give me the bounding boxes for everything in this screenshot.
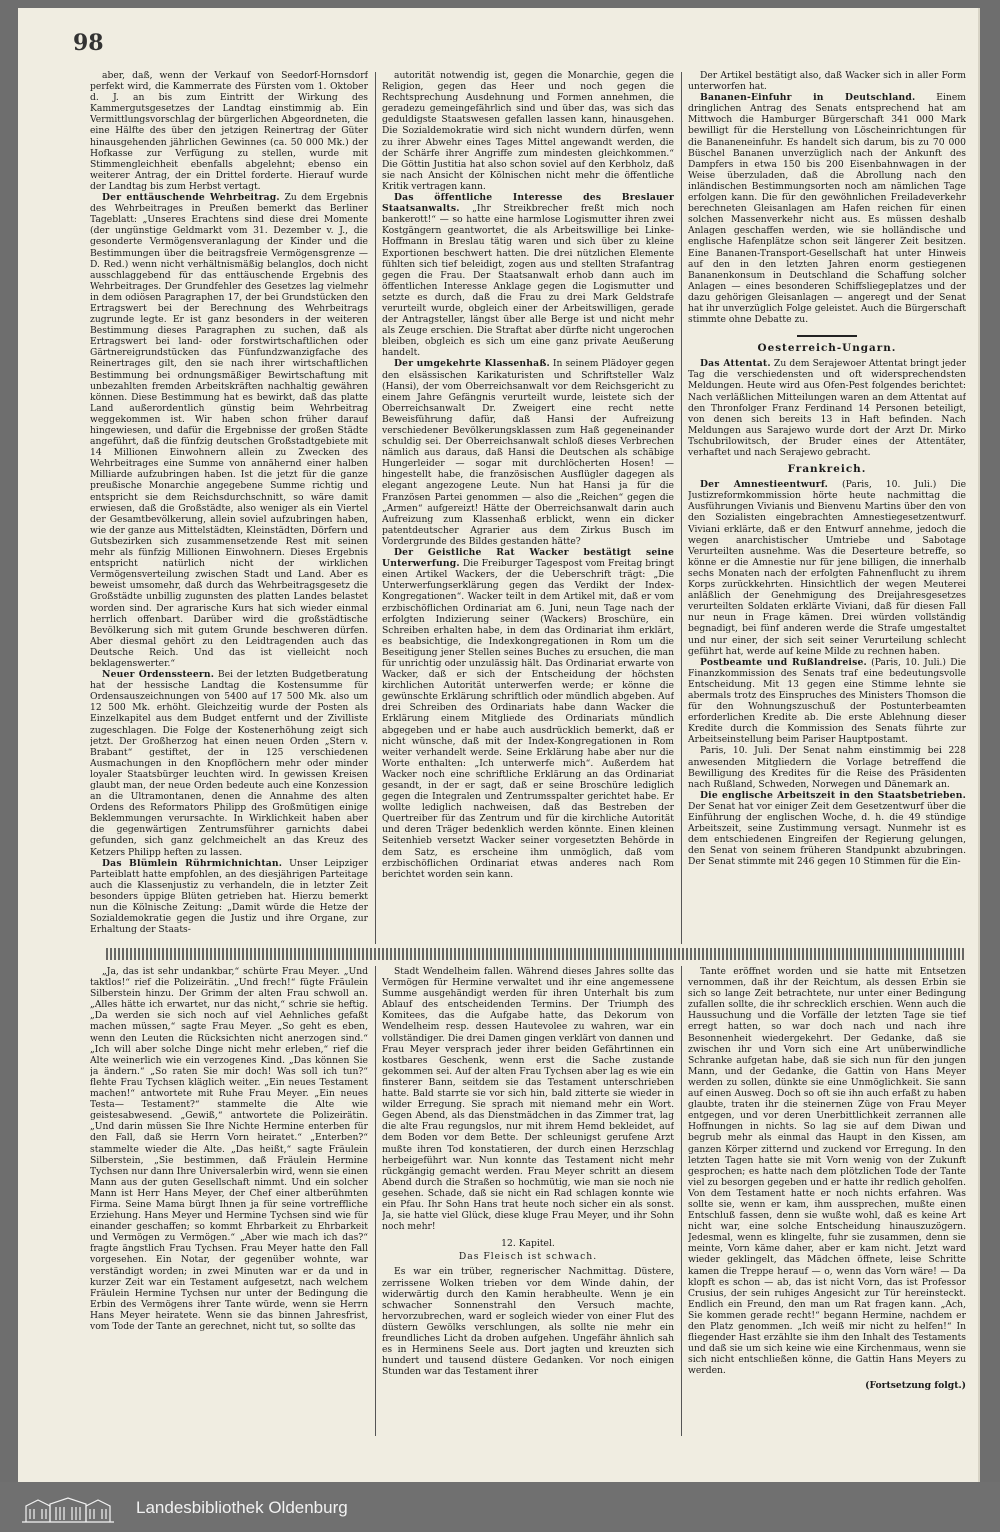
article-heading: Neuer Ordenssteern.: [102, 669, 215, 681]
paragraph: Der Artikel bestätigt also, daß Wacker sich in aller Form unterworfen hat.: [688, 70, 966, 93]
library-name: Landesbibliothek Oldenburg: [136, 1498, 348, 1517]
paragraph: Einem dringlichen Antrag des Senats entsprechend hat am Mittwoch die Hamburger Bürgerschaft 341 000 Mark bewilligt für die Herstellung von Löscheinrichtungen für die Bananeneinfuhr. Es handelt sich darum, bis zu 70 000 Büschel Bananen unverzüglich nach der Ankunft des Dampfers in etwa 150 bis 200 Eisenbahnwagen in der Weise überzuladen, daß die Abrollung nach den inländischen Bestimmungsorten noch am nämlichen Tage erfolgen kann. Die für den gewöhnlichen Freiladeverkehr berechneten Gleisanlagen am Hafen reichen für einen solchen Massenverkehr nicht aus. Es müssen deshalb Anlagen geschaffen werden, wie sie holländische und englische Hafenplätze schon seit längerer Zeit besitzen. Eine Bananen-Transport-Gesellschaft hat unter Hinweis auf den in den letzten Jahren enorm gestiegenen Bananenkonsum in Deutschland die Schaffung solcher Anlagen — eines besonderen Schiffsliegeplatzes und der dazu gehörigen Gleisanlagen — angeregt und der Senat hat ihr unverzüglich Folge geleistet. Auch die Bürgerschaft stimmte ohne Debatte zu.: [688, 92, 966, 326]
section-heading: Oesterreich-Ungarn.: [757, 342, 897, 355]
paragraph: Der Senat hat vor einiger Zeit dem Gesetzentwurf über die Einführung der englischen Woche, d. h. die 49 stündige Arbeitszeit, seine Zustimmung versagt. Nunmehr ist es dem entschiedenen Eingreifen der Regierung gelungen, den Senat von seinem früheren Standpunkt abzubringen. Der Senat stimmte mit 246 gegen 10 Stimmen für die Ein-: [688, 800, 966, 868]
article-heading: Der umgekehrte Klassenhaß.: [394, 358, 550, 370]
feuilleton-column-1: [90, 966, 368, 1436]
continuation-note: (Fortsetzung folgt.): [865, 1380, 966, 1392]
paragraph: (Paris, 10. Juli.) Die Justizreformkommission hörte heute nachmittag die Ausführungen Vivianis und Bienvenu Martins über den von den Sozialisten eingebrachten Amnestiegesetzentwurf. Viviani erklärte, daß er den Entwurf annehme, jedoch die wegen anarchistischer Umtriebe und Sabotage Verurteilten ausnehme. Was die Deserteure betreffe, so könne er die Amnestie nur für jene billigen, die innerhalb sechs Monaten nach der erfolgten Fahnenflucht zu ihrem Korps zurückkehrten. Hinsichtlich der wegen Meuterei anläßlich der Genehmigung des Dreijahresgesetzes verurteilten Soldaten erklärte Viviani, daß für diesen Fall nur neun in Frage kämen. Drei würden vollständig begnadigt, bei fünf anderen werde die Strafe umgestaltet und nur einer, der sich seit seiner Verurteilung schlecht geführt hat, werde auf keine Milde zu rechnen haben.: [688, 479, 966, 657]
paragraph: aber, daß, wenn der Verkauf von Seedorf-Hornsdorf perfekt wird, die Kammerrate des Fürsten vom 1. Oktober d. J. an bis zum Eintritt der Wirkung des Kammergutsgesetzes der Landtag einstimmig ab. Ein Vermittlungsvorschlag der bürgerlichen Abgeordneten, die eine Hälfte des über den jetzigen Reinertrag der Güter hinausgehenden jährlichen Gewinnes (ca. 50 000 Mk.) der Hofkasse zur Verfügung zu stellen, wurde mit Stimmengleichheit ebenfalls abgelehnt; ebenso ein weiterer Antrag, der ein Drittel forderte. Hierauf wurde der Landtag bis zum Herbst vertagt.: [90, 70, 368, 192]
paragraph: Bei der letzten Budgetberatung hat der hessische Landtag die Kostensumme für Ordensauszeichnungen von 5400 auf 17 500 Mk. also um 12 500 Mk. erhöht. Gleichzeitig wurde der Posten als Einzelkapitel aus dem Budget entfernt und der Zivilliste zugeschlagen. Die Folge der Kostenerhöhung zeigt sich jetzt. Der Großherzog hat einen neuen Orden „Stern v. Brabant“ gestiftet, der in 125 verschiedenen Ausmachungen in den Knopflöchern mehr oder minder loyaler Staatsbürger leuchten wird. In gewissen Kreisen glaubt man, der neue Orden bedeute auch eine Konzession an die Ultramontanen, denen die Annahme des alten Ordens des Reformators Philipp des Großmütigen einige Beklemmungen verursachte. In Wirklichkeit haben aber die gegenwärtigen Zentrumsführer garnichts dabei gefunden, sich ganz gelchmeichelt an das Kreuz des Ketzers Philipp heften zu lassen.: [90, 669, 368, 858]
paragraph: Unser Leipziger Parteiblatt hatte empfohlen, an des diesjährigen Parteitage auch die Klassenjustiz zu verhandeln, die in letzter Zeit besonders üppige Blüten getrieben hat. Hierzu bemerkt nun die Kölnische Zeitung: „Damit würde die Hetze der Sozialdemokratie gegen die Justiz und ihre Organe, zur Erhaltung der Staats-: [90, 857, 368, 936]
article-heading: Bananen-Einfuhr in Deutschland.: [700, 92, 916, 104]
article-column-3: [688, 70, 966, 944]
article-heading: Postbeamte und Rußlandreise.: [700, 656, 867, 668]
section-rule: [797, 335, 857, 337]
article-heading: Die englische Arbeitszeit in den Staatsbetrieben.: [700, 789, 966, 801]
library-footer: [0, 1482, 1000, 1532]
paragraph: (Paris, 10. Juli.) Die Finanzkommission des Senats traf eine bedeutungsvolle Entscheidung. Mit 13 gegen eine Stimme lehnte sie abermals trotz des Einspruches des Ministers Thomson die für den Wohnungszuschuß der Postunterbeamten erforderlichen Kredite ab. Die erste Ablehnung dieser Kredite durch die Kommission des Senats führte zur Arbeitseinstellung beim Pariser Hauptpostamt.: [688, 656, 966, 746]
article-heading: Das Blümlein Rührmichnichtan.: [102, 857, 283, 869]
paragraph: Zu dem Serajewoer Attentat bringt jeder Tag die verschiedensten und oft widersprechendsten Meldungen. Heute wird aus Ofen-Pest folgendes berichtet: Nach verläßlichen Mitteilungen waren an dem Attentat auf den Thronfolger Franz Ferdinand 14 Personen beteiligt, von denen sich bereits 13 in Haft befinden. Nach Meldungen aus Sarajewo wurde dort der Arzt Dr. Mirko Tschubrilowitsch, der Bruder eines der Attentäter, verhaftet und nach Serajewo gebracht.: [688, 358, 966, 458]
article-heading: Das Attentat.: [700, 358, 771, 370]
library-building-icon: [20, 1496, 116, 1524]
column-divider: [681, 966, 682, 1436]
column-divider: [681, 72, 682, 944]
column-divider: [375, 966, 376, 1436]
article-heading: Der Geistliche Rat Wacker bestätigt seine Unterwerfung.: [382, 547, 674, 570]
article-heading: Der Amnestieentwurf.: [700, 479, 829, 491]
chapter-number: 12. Kapitel.: [501, 1238, 555, 1250]
serial-text: Tante eröffnet worden und sie hatte mit Entsetzen vernommen, daß ihr der Reichtum, als dessen Erbin sie sich so lange Zeit betrachtete, nur unter einer Bedingung zufallen sollte, die ihr schrecklich erschien. Wenn auch die Haussuchung und die Vorfälle der letzten Tage sie tief erregt hatten, so war doch nach und nach ihre Besonnenheit wiedergekehrt. Der Gedanke, daß sie zwischen ihr und Vorn sich eine Art unüberwindliche Schranke aufgetan habe, daß sie sich nun für den jungen Mann, und der Gedanke, die Gattin von Hans Meyer werden zu sollen, dünkte sie eine Unmöglichkeit. Sie sann auf einen Ausweg. Doch so oft sie ihn auch erfaßt zu haben glaubte, traten ihr die steinernen Züge von Frau Meyer entgegen, und vor deren Unerbittlichkeit zerrannen alle Hoffnungen in nichts. So lag sie auf dem Diwan und begrub mehr als einmal das Haupt in den Kissen, am ganzen Körper zitternd und zuckend vor Erregung. In den letzten Tagen hatte sie mit Vorn wenig von der Zukunft gesprochen; es hatte nach dem plötzlichen Tode der Tante viel zu besorgen gegeben und er hatte ihr redlich geholfen. Von dem Testament hatte er noch nichts erfahren. Was sollte sie, wenn er kam, ihm aussprechen, mußte einen Entschluß fassen, denn sie wußte wohl, daß es keine Art nicht war, eine solche Entscheidung hinauszuzögern. Jedesmal, wenn es klingelte, fuhr sie zusammen, denn sie meinte, Vorn käme daher, aber er kam nicht. Jetzt ward wieder geklingelt, das Mädchen öffnete, leise Schritte kamen die Treppe herauf — o, wenn das Vorn wäre! — Da klopft es schon — ab, das ist nicht Vorn, das ist Professor Crusius, der sein ruhiges Angesicht zur Tür hereinsteckt. Endlich ein Freund, den man um Rat fragen kann. „Ach, Sie kommen gerade recht!“ begann Hermine, nachdem er den Platz genommen. „Ich weiß mir nicht zu helfen!“ In fliegender Hast erzählte sie ihm den Inhalt des Testaments und daß sie um sich keine wie eine Kirchenmaus, wenn sie sich nicht entschließen könne, die Gattin Hans Meyers zu werden.: [688, 966, 966, 1377]
serial-text: Stadt Wendelheim fallen. Während dieses Jahres sollte das Vermögen für Hermine verwaltet und ihr eine angemessene Summe ausgehändigt werden für ihren Unterhalt bis zum Ablauf des entscheidenden Termins. Der Triumph des Komitees, das die Aufgabe hatte, das Dekorum von Wendelheim resp. dessen Hautevolee zu wahren, war ein vollständiger. Die drei Damen gingen verklärt von dannen und Frau Meyer versprach jeder ihrer beiden Gefährtinnen ein kostbares Geschenk, wenn erst die Sache zustande gekommen sei. Auf der alten Frau Tychsen aber lag es wie ein finsterer Bann, seitdem sie das Testament unterschrieben hatte. Bald starrte sie vor sich hin, bald zitterte sie wieder in wilder Erregung. Sie sprach mit niemand mehr ein Wort. Gegen Abend, als das Dienstmädchen in das Zimmer trat, lag die alte Frau regungslos, nur mit ihrem Hemd bekleidet, auf dem Boden vor dem Bette. Der schleunigst gerufene Arzt mußte ihren Tod konstatieren, der durch einen Herzschlag herbeigeführt war. Nun konnte das Testament nicht mehr rückgängig gemacht werden. Frau Meyer schritt an diesem Abend durch die Straßen so hochmütig, wie man sie noch nie gesehen. Schade, daß sie nicht ein Rad schlagen konnte wie ein Pfau. Ihr Sohn Hans trat heute noch sicher ein als sonst. Ja, sie hatte viel Glück, diese kluge Frau Meyer, und ihr Sohn noch mehr!: [382, 966, 674, 1233]
paragraph: Die Freiburger Tagespost vom Freitag bringt einen Artikel Wackers, der die Ueberschrift trägt: „Die Unterwerfungserklärung gegen das Verdikt der Index-Kongregationen“. Wacker teilt in dem Artikel mit, daß er vom erzbischöflichen Ordinariat am 6. Juni, neun Tage nach der erfolgten Indizierung seiner (Wackers) Broschüre, ein Schreiben erhalten habe, in dem das Ordinariat ihm erklärt, es beabsichtige, die Indexkongregationen in Rom um die Beseitigung jener Stellen seines Buches zu ersuchen, die man für unrichtig oder unzulässig hält. Das Ordinariat erwarte von Wacker, daß er sich der Entscheidung der höchsten kirchlichen Autorität unterwerfen werde; er könne die gewünschte Erklärung schriftlich oder mündlich abgeben. Auf drei Schreiben des Ordinariats habe dann Wacker die Erklärung einem Mitgliede des Ordinariats mündlich abgegeben und er habe auch ausdrücklich bemerkt, daß er nicht wünsche, daß mit der Index-Kongregationen in Rom weiter verhandelt werde. Seine Erklärung habe aber nur die Worte enthalten: „Ich unterwerfe mich“. Außerdem hat Wacker noch eine schriftliche Erklärung an das Ordinariat gesandt, in der er sagt, daß er seine Broschüre lediglich gegen die Integralen und Zentrumsspalter gerichtet habe. Er wollte lediglich nachweisen, daß das Bestreben der Quertreiber für das Zentrum und für die kirchliche Autorität und deren Träger bedenklich werden könnte. Einen kleinen Seitenhieb versetzt Wacker seiner vorgesetzten Behörde in dem Satz, es erscheine ihm unmöglich, daß vom erzbischöflichen Ordinariat etwas anderes nach Rom berichtet worden sein kann.: [382, 558, 674, 880]
page-number: 98: [73, 30, 104, 56]
paragraph: autorität notwendig ist, gegen die Monarchie, gegen die Religion, gegen das Heer und noch gegen die Rechtsprechung Ausdehnung und Formen annehmen, die geradezu gemeingefährlich sind und über das, was sich das geduldigste Staatswesen gefallen lassen kann, hinausgehen. Die Sozialdemokratie wird sich nicht wundern dürfen, wenn zu ihrer Abwehr eines Tages Mittel angewandt werden, die der Schärfe ihrer Angriffe zum mindesten gleichkommen.“ Die Göttin Justitia hat also schon soviel auf den Kerbholz, daß sie nach Ansicht der Kölnischen nicht mehr die öffentliche Kritik vertragen kann.: [382, 70, 674, 192]
feuilleton-column-3: [688, 966, 966, 1436]
article-column-1: [90, 70, 368, 944]
serial-text: Es war ein trüber, regnerischer Nachmittag. Düstere, zerrissene Wolken trieben vor dem Winde dahin, der widerwärtig durch den Kamin herabheulte. Wenn je ein schwacher Sonnenstrahl den Versuch machte, hervorzubrechen, ward er sogleich wieder von einer Flut des düstern Gewölks verschlungen, als sollte nie mehr ein freundliches Licht da droben aufgehen. Ungefähr ähnlich sah es in Herminens Seele aus. Dort jagten und kreuzten sich hundert und tausend düstere Gedanken. Vor noch einigen Stunden war das Testament ihrer: [382, 1266, 674, 1378]
paragraph: „Ihr Streikbrecher freßt mich noch bankerott!“ — so hatte eine harmlose Logismutter ihren zwei Kostgängern geantwortet, die als Arbeitswillige bei Linke-Hoffmann in Breslau tätig waren und sich über zu kleine Exportionen beschwert hatten. Die drei nützlichen Elemente fühlten sich tief beleidigt, zogen aus und stellten Strafantrag gegen die Frau. Der Staatsanwalt erhob dann auch im öffentlichen Interesse Anklage gegen die Logismutter und setzte es durch, daß die Frau zu drei Mark Geldstrafe verurteilt wurde, obgleich einer der Arbeitswilligen, gerade der Antragsteller, längst über alle Berge ist und nicht mehr als Zeuge erschien. Die Straftat aber dürfte nicht ungerochen bleiben, obgleich es sich um eine ganz private Aeußerung handelt.: [382, 203, 674, 359]
serial-text: „Ja, das ist sehr undankbar,“ schürte Frau Meyer. „Und taktlos!“ rief die Polizeirätin. „Und frech!“ fügte Fräulein Silberstein hinzu. Der Grimm der alten Frau schwoll an. „Alles hätte ich erwartet, nur das nicht,“ schrie sie heftig. „Da werden sie sich noch auf viel Aehnliches gefaßt machen müssen,“ sagte Frau Meyer. „So geht es eben, wenn den Leuten die Rücksichten nicht anerzogen sind.“ „Ich will aber solche Dinge nicht mehr erleben,“ rief die Alte weinerlich wie ein verzogenes Kind. „Das können Sie ja ändern.“ „So raten Sie mir doch! Was soll ich tun?“ flehte Frau Tychsen kläglich weiter. „Ein neues Testament machen!“ antwortete mit Ruhe Frau Meyer. „Ein neues Testa— Testament?“ stammelte die Alte wie geistesabwesend. „Gewiß,“ antwortete die Polizeirätin. „Und darin müssen Sie Ihre Nichte Hermine enterben für den Fall, daß sie Herrn Vorn heiratet.“ „Enterben?“ stammelte wieder die Alte. „Das heißt,“ sagte Fräulein Silberstein, „Sie bestimmen, daß Fräulein Hermine Tychsen nur dann Ihre Universalerbin wird, wenn sie einen Mann aus der guten Gesellschaft nimmt. Und ein solcher Mann ist Herr Hans Meyer, der Chef einer altberühmten Firma. Seine Mama bürgt Ihnen ja für seine vortreffliche Erziehung. Hans Meyer und Hermine Tychsen sind wie für einander geschaffen; so kommt Ehrbarkeit zu Ehrbarkeit und Vermögen zu Vermögen.“ „Aber wie mach ich das?“ fragte ängstlich Frau Tychsen. Frau Meyer hatte den Fall vorgesehen. Ein Notar, der gegenüber wohnte, war verständigt worden; in zwei Minuten war er da und in kurzer Zeit war ein Testament aufgesetzt, nach welchem Fräulein Hermine Tychsen nur unter der Bedingung die Erbin des Vermögens ihrer Tante würde, wenn sie Herrn Hans Meyer heiratete. Wenn sie das binnen Jahresfrist, vom Tode der Tante an gerechnet, nicht tut, so sollte das: [90, 966, 368, 1332]
section-heading: Frankreich.: [787, 463, 867, 476]
chapter-title: Das Fleisch ist schwach.: [458, 1251, 598, 1263]
paragraph: In seinem Plädoyer gegen den elsässischen Karikaturisten und Schriftsteller Walz (Hansi), der vom Oberreichsanwalt vor dem Reichsgericht zu einem Jahre Gefängnis verurteilt wurde, leistete sich der Oberreichsanwalt Dr. Zweigert eine recht nette Beweisführung dafür, daß Hansi der Aufreizung verschiedener Bevölkerungsklassen zum Haß gegeneinander schuldig sei. Der Oberreichsanwalt schloß dieses Verbrechen nämlich aus daraus, daß Hansi die Deutschen als schäbige Hungerleider — sogar mit durchlöcherten Hosen! — hingestellt habe, die französischen Ausflügler dagegen als elegant angezogene Leute. Nun hat Hansi ja für die Französen Partei genommen — also die „Reichen“ gegen die „Armen“ aufgereizt! Hätte der Oberreichsanwalt darin auch Aufreizung zum Klassenhaß erblickt, wenn ein dicker patentdeutscher Agrarier aus dem Zirkus Busch im Vordergrunde des Bildes gestanden hätte?: [382, 358, 674, 547]
column-divider: [375, 72, 376, 944]
article-column-2: [382, 70, 674, 944]
feuilleton-column-2: [382, 966, 674, 1436]
article-heading: Der enttäuschende Wehrbeitrag.: [102, 192, 280, 204]
paragraph: Zu dem Ergebnis des Wehrbeitrages in Preußen bemerkt das Berliner Tageblatt: „Unseres Erachtens sind diese drei Momente (der ungünstige Geldmarkt vom 31. Dezember v. J., die gesonderte Vermögensveranlagung der Kinder und die Bestimmungen über die beitragsfreie Vermögensgrenze — D. Red.) wenn nicht verhältnismäßig belanglos, doch nicht ausschlaggebend für das enttäuschende Ergebnis des Wehrbeitrages. Der Grundfehler des Gesetzes lag vielmehr in dem odiösen Paragraphen 17, der bei Grundstücken den Ertragswert bei der Berechnung des Wehrbeitrags zugrunde legte. Er ist ganz besonders in der weiteren Bestimmung dieses Paragraphen zu suchen, daß als Ertragswert bei land- oder forstwirtschaftlichen oder Gärtnereigrundstücken das Fünfundzwanzigfache des Reinertrages gilt, den sie nach ihrer wirtschaftlichen Bestimmung bei ordnungsmäßiger Bewirtschaftung mit unbezahlten fremden Arbeitskräften nachhaltig gewähren können. Diese Bestimmung hat es bewirkt, daß das platte Land außerordentlich günstig beim Wehrbeitrag weggekommen ist. Wir haben schon früher darauf hingewiesen, und dafür die Ergebnisse der großen Städte angeführt, daß die fünfzig deutschen Großstadtgebiete mit 14 Millionen Einwohnern allein zu Zwecken des Wehrbeitrages eine Summe von annähernd einer halben Milliarde aufzubringen haben. Ist die jetzt für die ganze preußische Monarchie angegebene Summe richtig und entspricht sie dem Reichsdurchschnitt, so wäre damit erwiesen, daß die Großstädte, also weniger als ein Viertel der Gesamtbevölkerung, allein soviel aufzubringen haben, wie der ganze aus Mittelstädten, Kleinstädten, Dörfern und Gutsbezirken sich zusammensetzende Rest mit seinen mehr als fünfzig Millionen Einwohnern. Dieses Ergebnis entspricht natürlich nicht der wirklichen Vermögensverteilung zwischen Stadt und Land. Aber es beweist umsomehr, daß durch das Wehrbeitragsgesetz die Großstädte unbillig zugunsten des platten Landes belastet worden sind. Der agrarische Kurs hat sich wieder einmal herrlich offenbart. Darüber wird die großstädtische Bevölkerung sich mit gutem Grunde beschweren dürfen. Aber diesmal gehört zu den Leidtragenden auch das Deutsche Reich. Und das ist vielleicht noch beklagenswerter.“: [90, 192, 368, 669]
article-heading: Das öffentliche Interesse des Breslauer Staatsanwalts.: [382, 192, 674, 215]
paragraph: Paris, 10. Juli. Der Senat nahm einstimmig bei 228 anwesenden Mitgliedern die Vorlage betreffend die Bewilligung des Kredites für die Reise des Präsidenten nach Rußland, Schweden, Norwegen und Dänemark an.: [688, 745, 966, 790]
feuilleton-separator: [106, 948, 966, 960]
newspaper-page: [18, 8, 978, 1482]
